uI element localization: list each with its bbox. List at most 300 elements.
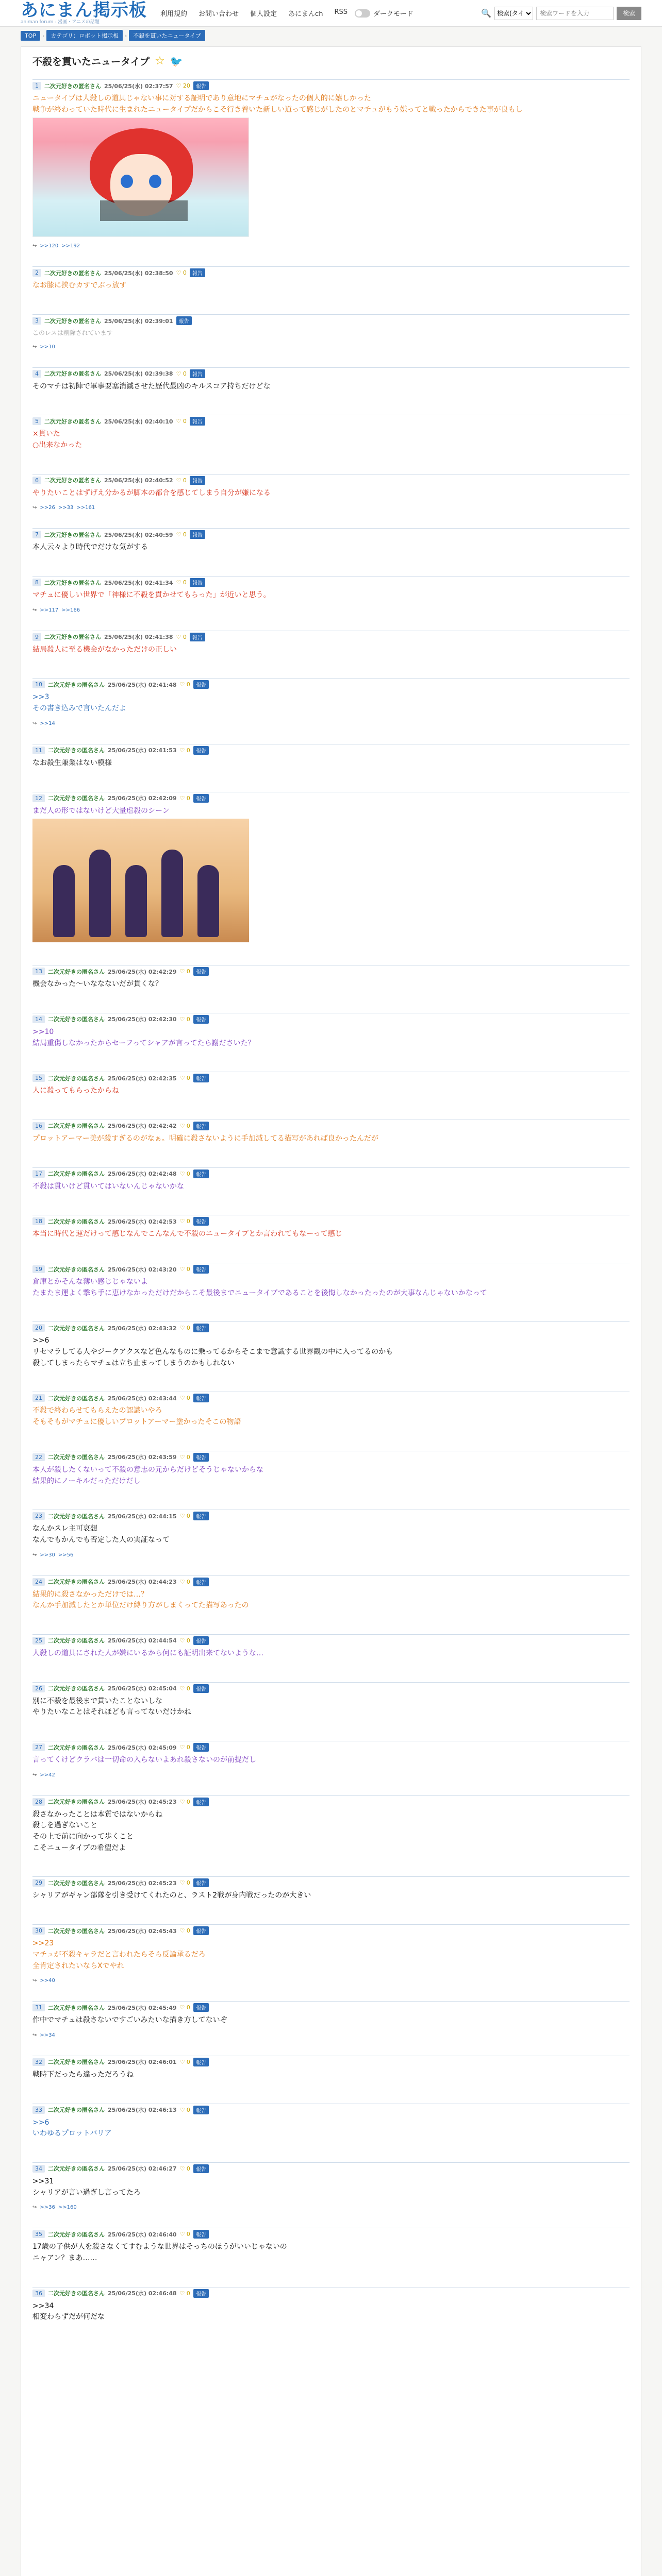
post-header (32, 1743, 630, 1752)
post (32, 79, 630, 249)
reply-links (32, 721, 630, 726)
nav-rss[interactable]: RSS (334, 8, 347, 16)
report-button[interactable]: 報告 (193, 967, 209, 976)
reply-link[interactable]: >>166 (61, 607, 80, 613)
post-number[interactable]: 13 (32, 968, 45, 975)
like-count[interactable]: ♡ 0 (176, 579, 187, 586)
post-number[interactable]: 21 (32, 1394, 45, 1402)
post-timestamp: 25/06/25(水) 02:42:09 (108, 795, 177, 802)
post-number[interactable]: 23 (32, 1512, 45, 1520)
reply-link[interactable]: >>117 (40, 607, 59, 613)
report-button[interactable]: 報告 (190, 417, 205, 426)
like-count[interactable]: ♡ 0 (176, 633, 187, 640)
post-timestamp: 25/06/25(水) 02:44:54 (108, 1637, 177, 1645)
post-timestamp: 25/06/25(水) 02:42:29 (108, 968, 177, 975)
post-timestamp: 25/06/25(水) 02:43:20 (108, 1266, 177, 1273)
post-timestamp: 25/06/25(水) 02:46:40 (108, 2231, 177, 2238)
poster-name: 二次元好きの匿名さん (48, 795, 105, 802)
post-timestamp: 25/06/25(水) 02:45:09 (108, 1744, 177, 1751)
search-input[interactable] (536, 7, 614, 20)
post-header (32, 2164, 630, 2173)
reply-link[interactable]: >>42 (40, 1772, 55, 1778)
post (32, 367, 630, 393)
like-count[interactable]: ♡ 20 (176, 82, 190, 89)
report-button[interactable]: 報告 (193, 1926, 209, 1935)
post (32, 528, 630, 553)
post-body: プロットアーマー美が殺すぎるのがなぁ。明確に殺さないように手加減してる描写があれば良かったんだが (32, 1134, 378, 1143)
reply-arrow-icon: ↪ (32, 344, 37, 350)
post-header (32, 680, 630, 689)
report-button[interactable]: 報告 (190, 633, 205, 641)
report-button[interactable]: 報告 (193, 81, 209, 90)
post-header (32, 417, 630, 426)
post-number[interactable]: 30 (32, 1927, 45, 1935)
report-button[interactable]: 報告 (193, 1743, 209, 1752)
post-number[interactable]: 8 (32, 579, 41, 586)
reply-link[interactable]: >>120 (40, 243, 59, 249)
post-body: >>31 シャリアが言い過ぎし言ってたろ (32, 2177, 141, 2197)
report-button[interactable]: 報告 (193, 1122, 209, 1130)
post-timestamp: 25/06/25(水) 02:42:30 (108, 1016, 177, 1023)
poster-name: 二次元好きの匿名さん (48, 2004, 105, 2011)
like-count[interactable]: ♡ 0 (179, 1325, 190, 1332)
post (32, 1682, 630, 1718)
post-number[interactable]: 4 (32, 370, 41, 378)
like-count[interactable]: ♡ 0 (179, 1015, 190, 1023)
post-body: 別に不殺を最後まで貫いたことないしな やりたいなことはそれほども言ってないだけかね (32, 1697, 191, 1717)
report-button[interactable]: 報告 (190, 476, 205, 485)
report-button[interactable]: 報告 (193, 1636, 209, 1645)
post-number[interactable]: 36 (32, 2290, 45, 2297)
report-button[interactable]: 報告 (193, 2058, 209, 2066)
post-number[interactable]: 15 (32, 1074, 45, 1082)
poster-name: 二次元好きの匿名さん (48, 1075, 105, 1082)
post-header (32, 1453, 630, 1462)
reply-links (32, 243, 630, 249)
post-timestamp: 25/06/25(水) 02:41:38 (104, 634, 173, 641)
like-count[interactable]: ♡ 0 (179, 2106, 190, 2113)
post (32, 314, 630, 350)
post (32, 744, 630, 769)
post-timestamp: 25/06/25(水) 02:41:48 (108, 681, 177, 688)
post-number[interactable]: 22 (32, 1453, 45, 1461)
like-count[interactable]: ♡ 0 (179, 2004, 190, 2011)
post-header (32, 1798, 630, 1806)
post-header (32, 633, 630, 641)
like-count[interactable]: ♡ 0 (179, 1927, 190, 1935)
like-count[interactable]: ♡ 0 (176, 370, 187, 377)
poster-name: 二次元好きの匿名さん (48, 1454, 105, 1461)
post-header (32, 1122, 630, 1130)
post-body: マチュに優しい世界で「神様に不殺を貫かせてもらった」が近いと思う。 (32, 591, 271, 600)
post-number[interactable]: 11 (32, 747, 45, 754)
post (32, 965, 630, 990)
reply-link[interactable]: >>33 (58, 505, 74, 511)
like-count[interactable]: ♡ 0 (179, 1744, 190, 1751)
post-timestamp: 25/06/25(水) 02:45:43 (108, 1927, 177, 1935)
like-count[interactable]: ♡ 0 (179, 1075, 190, 1082)
like-count[interactable]: ♡ 0 (179, 794, 190, 802)
poster-name: 二次元好きの匿名さん (44, 82, 101, 90)
twitter-icon[interactable]: 🐦 (170, 55, 183, 67)
reply-arrow-icon: ↪ (32, 720, 37, 726)
nav-animanch[interactable]: あにまんch (288, 10, 323, 18)
post-body: なんかスレ主可哀想 なんでもかんでも否定した人の実証なって (32, 1524, 170, 1544)
post-number[interactable]: 32 (32, 2058, 45, 2066)
post (32, 1924, 630, 1984)
figure-silhouette (197, 865, 219, 937)
breadcrumb-sep: › (124, 32, 127, 39)
post-number[interactable]: 10 (32, 681, 45, 688)
post (32, 1072, 630, 1097)
post-body: なお殺生兼業はない模様 (32, 758, 112, 767)
like-count[interactable]: ♡ 0 (179, 681, 190, 688)
poster-name: 二次元好きの匿名さん (48, 2165, 105, 2173)
reply-arrow-icon: ↪ (32, 2205, 37, 2211)
post-body: このレスは削除されています (32, 329, 113, 337)
post-body: 本当に時代と運だけって感じなんでこんなんで不殺のニュータイプとか言われてもなーって感じ (32, 1230, 342, 1239)
post-number[interactable]: 3 (32, 317, 41, 325)
report-button[interactable]: 報告 (193, 794, 209, 803)
post-body: >>6 リセマラしてる人やジークアクスなど色んなものに乗ってるからそこまで意識する世界観の中に入ってるのかも 殺してしまったらマチュは立ち止まってしまうのかもしれない (32, 1336, 393, 1367)
post-list (32, 79, 630, 2323)
post-header (32, 1926, 630, 1935)
nav-terms[interactable]: 利用規約 (160, 10, 188, 18)
like-count[interactable]: ♡ 0 (179, 1685, 190, 1692)
reply-link[interactable]: >>14 (40, 720, 55, 726)
post-timestamp: 25/06/25(水) 02:45:23 (108, 1879, 177, 1887)
report-button[interactable]: 報告 (193, 2003, 209, 2012)
report-button[interactable]: 報告 (190, 369, 205, 378)
report-button[interactable]: 報告 (193, 1265, 209, 1274)
post (32, 1795, 630, 1854)
poster-name: 二次元好きの匿名さん (48, 1799, 105, 1806)
search-icon: 🔍 (481, 8, 491, 18)
report-button[interactable]: 報告 (193, 1015, 209, 1024)
figure-silhouette (89, 850, 111, 937)
post-number[interactable]: 31 (32, 2004, 45, 2011)
like-count[interactable]: ♡ 0 (179, 2231, 190, 2238)
reply-links (32, 505, 630, 511)
post-header (32, 316, 630, 325)
post-number[interactable]: 35 (32, 2230, 45, 2238)
report-button[interactable]: 報告 (193, 1578, 209, 1586)
post-header (32, 1684, 630, 1693)
post-header (32, 794, 630, 803)
post (32, 1392, 630, 1428)
report-button[interactable]: 報告 (190, 530, 205, 539)
reply-arrow-icon: ↪ (32, 505, 37, 511)
poster-name: 二次元好きの匿名さん (48, 1579, 105, 1586)
post (32, 2001, 630, 2038)
dark-mode-label: ダークモード (373, 10, 413, 18)
post-body: 不殺は貫いけど貫いてはいないんじゃないかな (32, 1182, 184, 1191)
post-header (32, 1074, 630, 1082)
breadcrumb-top[interactable]: TOP (21, 31, 40, 41)
report-button[interactable]: 報告 (193, 1684, 209, 1693)
post-number[interactable]: 24 (32, 1578, 45, 1586)
post-number[interactable]: 1 (32, 82, 41, 90)
post-timestamp: 25/06/25(水) 02:40:52 (104, 477, 173, 484)
post-number[interactable]: 25 (32, 1637, 45, 1645)
post-header (32, 2289, 630, 2298)
post-header (32, 1170, 630, 1178)
poster-name: 二次元好きの匿名さん (44, 418, 101, 425)
post-header (32, 2230, 630, 2239)
like-count[interactable]: ♡ 0 (179, 968, 190, 975)
like-count[interactable]: ♡ 0 (179, 1578, 190, 1585)
reply-arrow-icon: ↪ (32, 1552, 37, 1558)
report-button[interactable]: 報告 (193, 746, 209, 755)
post-header (32, 1512, 630, 1520)
post-number[interactable]: 5 (32, 417, 41, 425)
dark-mode-toggle[interactable] (355, 8, 413, 18)
post-timestamp: 25/06/25(水) 02:42:53 (108, 1218, 177, 1225)
reply-link[interactable]: >>36 (40, 2205, 55, 2211)
post-timestamp: 25/06/25(水) 02:44:15 (108, 1513, 177, 1520)
post-body: まだ人の形ではないけど大量虐殺のシーン (32, 806, 170, 815)
reply-arrow-icon: ↪ (32, 1978, 37, 1984)
poster-name: 二次元好きの匿名さん (48, 1123, 105, 1130)
post (32, 1120, 630, 1145)
post-timestamp: 25/06/25(水) 02:41:53 (108, 747, 177, 754)
post-body: >>23 マチュが不殺キャラだと言われたらそら反論承るだろ 全肯定されたいならXでやれ (32, 1939, 206, 1970)
favorite-star-icon[interactable]: ☆ (155, 55, 165, 67)
logo-text[interactable]: あにまん掲示板 (21, 0, 147, 21)
search-button[interactable]: 検索 (617, 7, 641, 20)
breadcrumb-thread[interactable]: 不殺を貫いたニュータイプ (129, 30, 205, 41)
report-button[interactable]: 報告 (193, 2164, 209, 2173)
post-header (32, 1265, 630, 1274)
report-button[interactable]: 報告 (193, 1170, 209, 1178)
poster-name: 二次元好きの匿名さん (44, 370, 101, 378)
toggle-switch[interactable] (355, 9, 370, 18)
search-scope-select[interactable] (494, 7, 533, 20)
post-body: 機会なかった〜いななないだが貫くな？ (32, 980, 162, 989)
post-number[interactable]: 29 (32, 1879, 45, 1887)
report-button[interactable]: 報告 (193, 1217, 209, 1226)
post-header (32, 967, 630, 976)
reply-link[interactable]: >>160 (58, 2205, 77, 2211)
reply-arrow-icon: ↪ (32, 607, 37, 613)
reply-link[interactable]: >>30 (40, 1552, 55, 1558)
post (32, 1634, 630, 1659)
post-timestamp: 25/06/25(水) 02:46:13 (108, 2107, 177, 2114)
post (32, 2287, 630, 2323)
poster-name: 二次元好きの匿名さん (48, 1927, 105, 1935)
header-nav (160, 8, 347, 18)
logo-subtext: animan forum - 漫画・アニメの話題 (21, 20, 100, 25)
site-logo[interactable] (21, 2, 147, 25)
post-header (32, 1217, 630, 1226)
reply-link[interactable]: >>192 (61, 243, 80, 249)
poster-name: 二次元好きの匿名さん (44, 634, 101, 641)
search-box (481, 7, 641, 20)
post-number[interactable]: 14 (32, 1015, 45, 1023)
post (32, 792, 630, 943)
post-body: そのマチは初陣で軍事要塞消滅させた歴代最凶のキルスコア持ちだけどな (32, 382, 271, 391)
report-button[interactable]: 報告 (193, 1074, 209, 1082)
nav-settings[interactable]: 個人設定 (250, 10, 277, 18)
reply-link[interactable]: >>40 (40, 1978, 55, 1984)
post-body: >>3 その書き込みで言いたんだよ (32, 693, 126, 713)
poster-name: 二次元好きの匿名さん (48, 747, 105, 754)
post-number[interactable]: 28 (32, 1798, 45, 1806)
post (32, 2228, 630, 2264)
report-button[interactable]: 報告 (193, 2230, 209, 2239)
post-header (32, 2058, 630, 2066)
post-timestamp: 25/06/25(水) 02:46:27 (108, 2165, 177, 2173)
like-count[interactable]: ♡ 0 (179, 1122, 190, 1129)
post-number[interactable]: 34 (32, 2165, 45, 2173)
report-button[interactable]: 報告 (193, 1453, 209, 1462)
post-timestamp: 25/06/25(水) 02:40:59 (104, 531, 173, 538)
post-header (32, 2003, 630, 2012)
post-timestamp: 25/06/25(水) 02:42:42 (108, 1123, 177, 1130)
like-count[interactable]: ♡ 0 (179, 1395, 190, 1402)
post-timestamp: 25/06/25(水) 02:42:35 (108, 1075, 177, 1082)
report-button[interactable]: 報告 (193, 2106, 209, 2114)
reply-link[interactable]: >>56 (58, 1552, 74, 1558)
post (32, 1575, 630, 1612)
poster-name: 二次元好きの匿名さん (48, 1744, 105, 1751)
report-button[interactable]: 報告 (193, 1324, 209, 1332)
header-bar (0, 0, 662, 27)
post-body: 不殺で終わらせてもらえたの認識いやろ そもそもがマチュに優しいプロットアーマー塗かったそこの物語 (32, 1406, 241, 1427)
like-count[interactable]: ♡ 0 (176, 269, 187, 277)
poster-name: 二次元好きの匿名さん (48, 1685, 105, 1692)
post-body: 結局殺人に至る機会がなかっただけの正しい (32, 645, 177, 654)
post (32, 1876, 630, 1902)
post-body: 倉庫とかそんな薄い感じじゃないよ たまたま運よく撃ち手に恵けなかっただけだからこそ最後までニュータイプであることを後悔しなかったったのが大事なんじゃないかなって (32, 1278, 487, 1297)
post (32, 415, 630, 451)
nav-contact[interactable]: お問い合わせ (198, 10, 239, 18)
reply-link[interactable]: >>10 (40, 344, 55, 350)
post-header (32, 2106, 630, 2114)
like-count[interactable]: ♡ 0 (176, 418, 187, 425)
like-count[interactable]: ♡ 0 (179, 2165, 190, 2172)
reply-arrow-icon: ↪ (32, 2032, 37, 2038)
post-timestamp: 25/06/25(水) 02:39:38 (104, 370, 173, 378)
report-button[interactable]: 報告 (193, 1394, 209, 1402)
post-number[interactable]: 33 (32, 2106, 45, 2114)
post-timestamp: 25/06/25(水) 02:46:01 (108, 2059, 177, 2066)
post-body: なお膝に挟むカすでぶっ放す (32, 281, 127, 290)
breadcrumb-category[interactable]: カテゴリ：ロボット掲示板 (46, 30, 123, 41)
like-count[interactable]: ♡ 0 (179, 1266, 190, 1273)
post-number[interactable]: 18 (32, 1217, 45, 1225)
report-button[interactable]: 報告 (190, 268, 205, 277)
post-number[interactable]: 26 (32, 1685, 45, 1692)
post-number[interactable]: 19 (32, 1265, 45, 1273)
post-number[interactable]: 20 (32, 1324, 45, 1332)
post-body: >>10 結局重傷しなかったからセーフってシャアが言ってたら謝ださいた？ (32, 1027, 255, 1047)
like-count[interactable]: ♡ 0 (176, 477, 187, 484)
like-count[interactable]: ♡ 0 (179, 2290, 190, 2297)
poster-name: 二次元好きの匿名さん (48, 1637, 105, 1645)
reply-links (32, 344, 630, 350)
post-body: >>6 いわゆるプロットバリア (32, 2118, 112, 2138)
report-button[interactable]: 報告 (176, 316, 192, 325)
post-timestamp: 25/06/25(水) 02:39:01 (104, 317, 173, 325)
like-count[interactable]: ♡ 0 (179, 2058, 190, 2065)
report-button[interactable]: 報告 (193, 680, 209, 689)
like-count[interactable]: ♡ 0 (179, 1637, 190, 1644)
post-timestamp: 25/06/25(水) 02:41:34 (104, 579, 173, 586)
post-body: 言ってくけどクラバは一切命の入らないよあれ殺さないのが前提だし (32, 1756, 256, 1765)
like-count[interactable]: ♡ 0 (179, 1798, 190, 1805)
post-image[interactable] (32, 117, 249, 237)
poster-name: 二次元好きの匿名さん (48, 1171, 105, 1178)
poster-name: 二次元好きの匿名さん (48, 1513, 105, 1520)
post-image[interactable] (32, 819, 249, 942)
poster-name: 二次元好きの匿名さん (48, 1218, 105, 1225)
post-body: 本人が殺したくないって不殺の意志の元からだけどそうじゃないからな 結果的にノーキルだっただけだし (32, 1465, 263, 1485)
report-button[interactable]: 報告 (190, 578, 205, 587)
post-number[interactable]: 2 (32, 269, 41, 277)
post (32, 1215, 630, 1240)
post-number[interactable]: 7 (32, 531, 41, 538)
post (32, 576, 630, 613)
post-number[interactable]: 16 (32, 1122, 45, 1130)
post-timestamp: 25/06/25(水) 02:44:23 (108, 1579, 177, 1586)
post (32, 1451, 630, 1487)
post-timestamp: 25/06/25(水) 02:38:50 (104, 269, 173, 277)
reply-link[interactable]: >>161 (76, 505, 95, 511)
like-count[interactable]: ♡ 0 (179, 1170, 190, 1177)
post-number[interactable]: 12 (32, 794, 45, 802)
post-number[interactable]: 17 (32, 1170, 45, 1178)
post-timestamp: 25/06/25(水) 02:43:59 (108, 1454, 177, 1461)
figure-silhouette (161, 850, 183, 937)
post-body: 本人云々より時代でだけな気がする (32, 543, 148, 552)
poster-name: 二次元好きの匿名さん (48, 1266, 105, 1273)
post-timestamp: 25/06/25(水) 02:45:23 (108, 1799, 177, 1806)
post-number[interactable]: 9 (32, 633, 41, 641)
poster-name: 二次元好きの匿名さん (48, 681, 105, 688)
like-count[interactable]: ♡ 0 (179, 1453, 190, 1461)
report-button[interactable]: 報告 (193, 2289, 209, 2298)
post-header (32, 746, 630, 755)
like-count[interactable]: ♡ 0 (179, 747, 190, 754)
poster-name: 二次元好きの匿名さん (48, 968, 105, 975)
post-header (32, 1394, 630, 1402)
breadcrumb-sep: › (42, 32, 45, 39)
reply-arrow-icon: ↪ (32, 1772, 37, 1778)
post-body: やりたいことはずげえ分かるが脚本の都合を感じてしまう自分が嫌になる (32, 488, 271, 497)
post-number[interactable]: 6 (32, 477, 41, 484)
reply-link[interactable]: >>34 (40, 2032, 55, 2038)
post (32, 1263, 630, 1299)
post-body: 戦時下だったら違っただろうね (32, 2070, 134, 2079)
post-number[interactable]: 27 (32, 1743, 45, 1751)
post (32, 631, 630, 656)
report-button[interactable]: 報告 (193, 1878, 209, 1887)
post-body: 人殺しの道具にされた人が嫌にいるから何にも証明出来てないような… (32, 1649, 263, 1657)
like-count[interactable]: ♡ 0 (179, 1879, 190, 1887)
reply-link[interactable]: >>26 (40, 505, 55, 511)
report-button[interactable]: 報告 (193, 1512, 209, 1520)
like-count[interactable]: ♡ 0 (176, 531, 187, 538)
post-timestamp: 25/06/25(水) 02:43:32 (108, 1325, 177, 1332)
post-header (32, 81, 630, 90)
post-body: ニュータイプは人殺しの道具じゃない事に対する証明であり意地にマチュがなったの個人的に嬉しかった 戦争が終わっていた時代に生まれたニュータイプだからこそ行き着いた新しい道って感じがしたのとマチュがもう嫌ってと戦ったからできた事が良もし (32, 94, 523, 114)
post-body: 作中でマチュは殺さないですごいみたいな描き方してないぞ (32, 2016, 227, 2025)
post-header (32, 1636, 630, 1645)
like-count[interactable]: ♡ 0 (179, 1513, 190, 1520)
like-count[interactable]: ♡ 0 (179, 1218, 190, 1225)
report-button[interactable]: 報告 (193, 1798, 209, 1806)
